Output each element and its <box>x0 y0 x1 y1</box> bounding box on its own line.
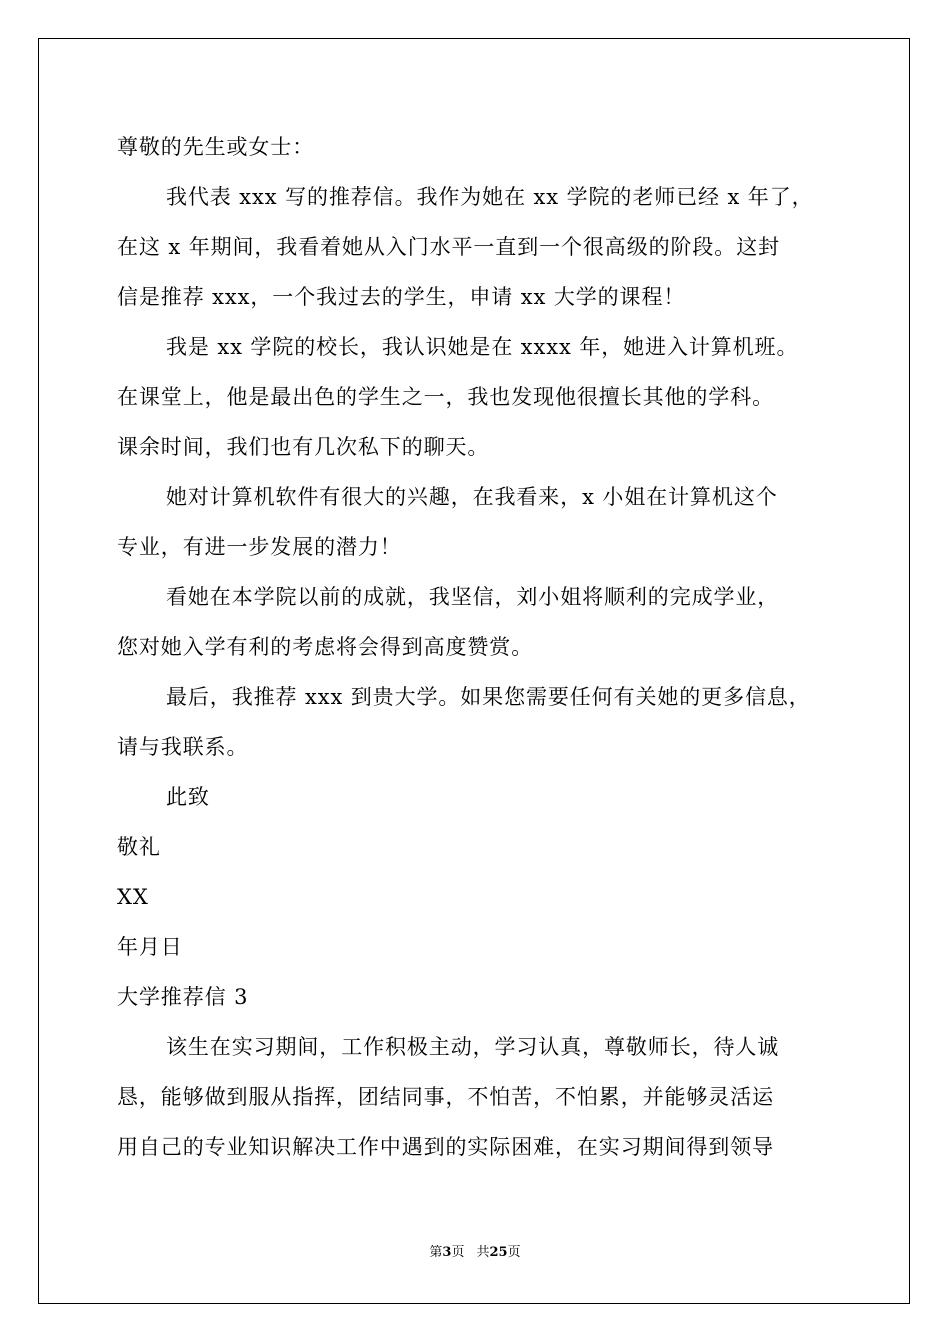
body-line: 最后，我推荐 xxx 到贵大学。如果您需要任何有关她的更多信息， <box>166 685 811 709</box>
body-line: 课余时间，我们也有几次私下的聊天。 <box>117 435 490 459</box>
body-line: 用自己的专业知识解决工作中遇到的实际困难，在实习期间得到领导 <box>117 1135 774 1159</box>
body-line: 恳，能够做到服从指挥，团结同事，不怕苦，不怕累，并能够灵活运 <box>117 1085 774 1109</box>
body-line: 在课堂上，他是最出色的学生之一，我也发现他很擅长其他的学科。 <box>117 385 774 409</box>
body-line: 在这 x 年期间，我看着她从入门水平一直到一个很高级的阶段。这封 <box>117 235 780 259</box>
total-page-count: 25 <box>489 1245 508 1260</box>
body-line: 信是推荐 xxx，一个我过去的学生，申请 xx 大学的课程！ <box>117 285 686 309</box>
page-suffix: 页 <box>451 1245 465 1260</box>
current-page-number: 3 <box>442 1245 452 1260</box>
body-line: 专业，有进一步发展的潜力！ <box>117 535 402 559</box>
closing-salutation: 此致 <box>166 785 210 809</box>
signature-name: XX <box>117 885 149 909</box>
body-line: 该生在实习期间，工作积极主动，学习认真，尊敬师长，待人诚 <box>166 1035 780 1059</box>
body-line: 尊敬的先生或女士： <box>117 135 315 159</box>
total-suffix: 页 <box>507 1245 521 1260</box>
body-line: 您对她入学有利的考虑将会得到高度赞赏。 <box>117 635 534 659</box>
body-line: 她对计算机软件有很大的兴趣，在我看来，x 小姐在计算机这个 <box>166 485 778 509</box>
signature-date: 年月日 <box>117 935 183 959</box>
body-line: 我代表 xxx 写的推荐信。我作为她在 xx 学院的老师已经 x 年了， <box>166 185 814 209</box>
document-body <box>117 127 850 1177</box>
page-number-footer <box>0 1244 950 1262</box>
body-line: 看她在本学院以前的成就，我坚信，刘小姐将顺利的完成学业， <box>166 585 780 609</box>
page-prefix: 第 <box>429 1245 443 1260</box>
body-line: 请与我联系。 <box>117 735 249 759</box>
total-prefix: 共 <box>476 1245 490 1260</box>
closing-regards: 敬礼 <box>117 835 161 859</box>
body-line: 我是 xx 学院的校长，我认识她是在 xxxx 年，她进入计算机班。 <box>166 335 799 359</box>
section-heading: 大学推荐信 3 <box>117 985 249 1009</box>
